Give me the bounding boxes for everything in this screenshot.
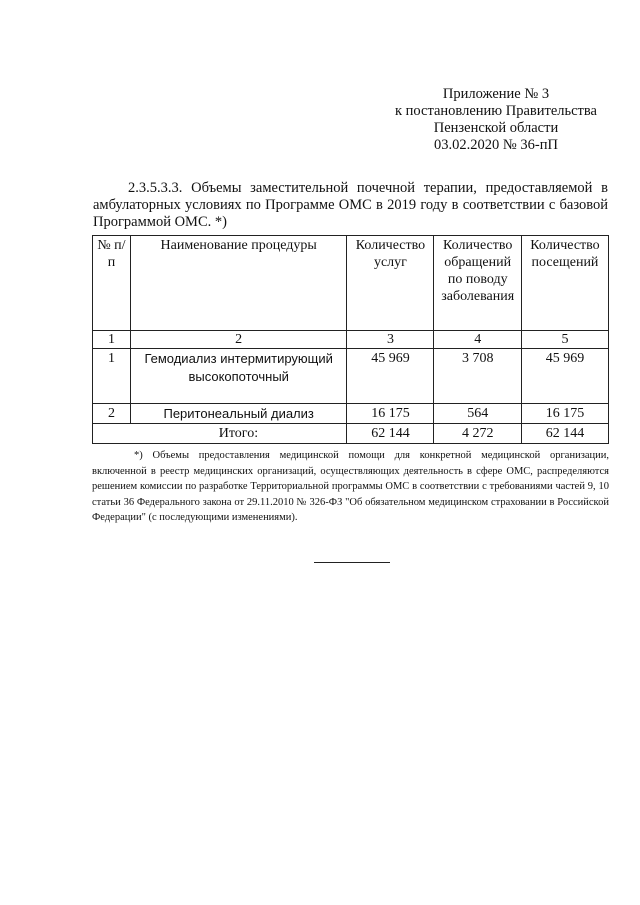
- row-visits: 45 969: [521, 349, 608, 404]
- total-row: [93, 424, 609, 444]
- total-services: 62 144: [347, 424, 434, 444]
- total-appeals: 4 272: [434, 424, 522, 444]
- footnote: [92, 448, 609, 526]
- header-services: Количество услуг: [347, 236, 434, 331]
- header-appeals: Количество обращений по поводу заболевания: [434, 236, 522, 331]
- table-header-row: [93, 236, 609, 331]
- column-number: 1: [93, 331, 131, 349]
- appendix-resolution: к постановлению Правительства: [395, 103, 597, 119]
- row-visits: 16 175: [521, 404, 608, 424]
- total-visits: 62 144: [521, 424, 608, 444]
- column-number: 5: [521, 331, 608, 349]
- column-number: 2: [130, 331, 347, 349]
- appendix-header: [380, 86, 612, 154]
- header-visits: Количество посещений: [521, 236, 608, 331]
- total-label: Итого:: [130, 424, 347, 444]
- row-num: 1: [93, 349, 131, 404]
- column-number: 3: [347, 331, 434, 349]
- row-appeals: 3 708: [434, 349, 522, 404]
- closing-rule: [314, 562, 390, 563]
- table-row: [93, 404, 609, 424]
- column-number-row: [93, 331, 609, 349]
- row-name: Гемодиализ интермитирующий высокопоточный: [130, 349, 347, 404]
- footnote-text: *) Объемы предоставления медицинской помощи для конкретной медицинской организации, включенной в реестр медицинских организаций, осуществляющих деятельность в сфере ОМС, распределяются решением комиссии по разработке Территориальной программы ОМС в соответствии с требованиями частей 9, 10 статьи 36 Федерального закона от 29.11.2010 № 326-ФЗ "Об обязательном медицинском страховании в Российской Федерации" (с последующими изменениями).: [92, 450, 609, 523]
- header-name: Наименование процедуры: [130, 236, 347, 331]
- appendix-number: Приложение № 3: [442, 86, 550, 102]
- header-num: № п/п: [93, 236, 131, 331]
- section-heading: [93, 180, 608, 231]
- appendix-date: 03.02.2020 № 36-пП: [434, 137, 558, 153]
- appendix-region: Пензенской области: [433, 120, 559, 136]
- row-num: 2: [93, 404, 131, 424]
- total-empty-cell: [93, 424, 131, 444]
- row-services: 16 175: [347, 404, 434, 424]
- section-heading-text: 2.3.5.3.3. Объемы заместительной почечной терапии, предоставляемой в амбулаторных условиях по Программе ОМС в 2019 году в соответствии с базовой Программой ОМС. *): [93, 180, 608, 230]
- row-name: Перитонеальный диализ: [130, 404, 347, 424]
- table-row: [93, 349, 609, 404]
- column-number: 4: [434, 331, 522, 349]
- row-services: 45 969: [347, 349, 434, 404]
- row-appeals: 564: [434, 404, 522, 424]
- procedures-table: [92, 235, 609, 444]
